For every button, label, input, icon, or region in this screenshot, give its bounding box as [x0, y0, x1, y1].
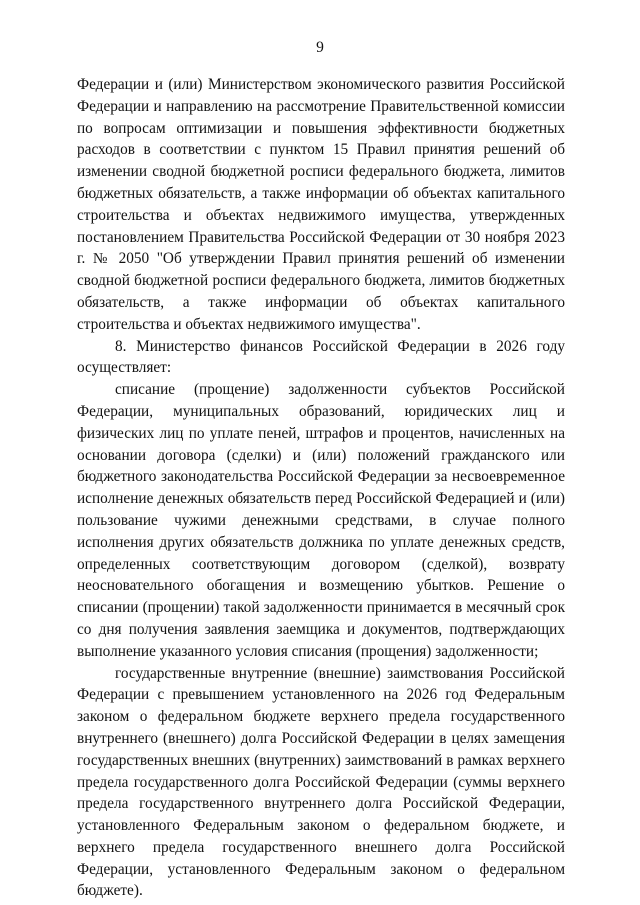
document-body: [77, 74, 565, 902]
paragraph-continuation: Федерации и (или) Министерством экономического развития Российской Федерации и направлению на рассмотрение Правительственной комиссии по вопросам оптимизации и повышения эффективности бюджетных расходов в соответствии с пунктом 15 Правил принятия решений об изменении сводной бюджетной росписи федерального бюджета, лимитов бюджетных обязательств, а также информации об объектах капитального строительства и объектах недвижимого имущества, утвержденных постановлением Правительства Российской Федерации от 30 ноября 2023 г. № 2050 "Об утверждении Правил принятия решений об изменении сводной бюджетной росписи федерального бюджета, лимитов бюджетных обязательств, а также информации об объектах капитального строительства и объектах недвижимого имущества".: [77, 76, 565, 333]
paragraph-debt-write-off: списание (прощение) задолженности субъектов Российской Федерации, муниципальных образований, юридических лиц и физических лиц по уплате пеней, штрафов и процентов, начисленных на основании договора (сделки) и (или) положений гражданского или бюджетного законодательства Российской Федерации за несвоевременное исполнение денежных обязательств перед Российской Федерацией и (или) пользование чужими денежными средствами, в случае полного исполнения других обязательств должника по уплате денежных средств, определенных соответствующим договором (сделкой), возврату неосновательного обогащения и возмещению убытков. Решение о списании (прощении) такой задолженности принимается в месячный срок со дня получения заявления заемщика и документов, подтверждающих выполнение указанного условия списания (прощения) задолженности;: [77, 381, 565, 660]
paragraph-state-borrowings: государственные внутренние (внешние) заимствования Российской Федерации с превышением установленного на 2026 год Федеральным законом о федеральном бюджете верхнего предела государственного внутреннего (внешнего) долга Российской Федерации в целях замещения государственных внешних (внутренних) заимствований в рамках верхнего предела государственного долга Российской Федерации (суммы верхнего предела государственного внутреннего долга Российской Федерации, установленного Федеральным законом о федеральном бюджете, и верхнего предела государственного внешнего долга Российской Федерации, установленного Федеральным законом о федеральном бюджете).: [77, 664, 565, 900]
page-number: 9: [316, 39, 324, 56]
paragraph-item-8: 8. Министерство финансов Российской Федерации в 2026 году осуществляет:: [77, 337, 565, 377]
